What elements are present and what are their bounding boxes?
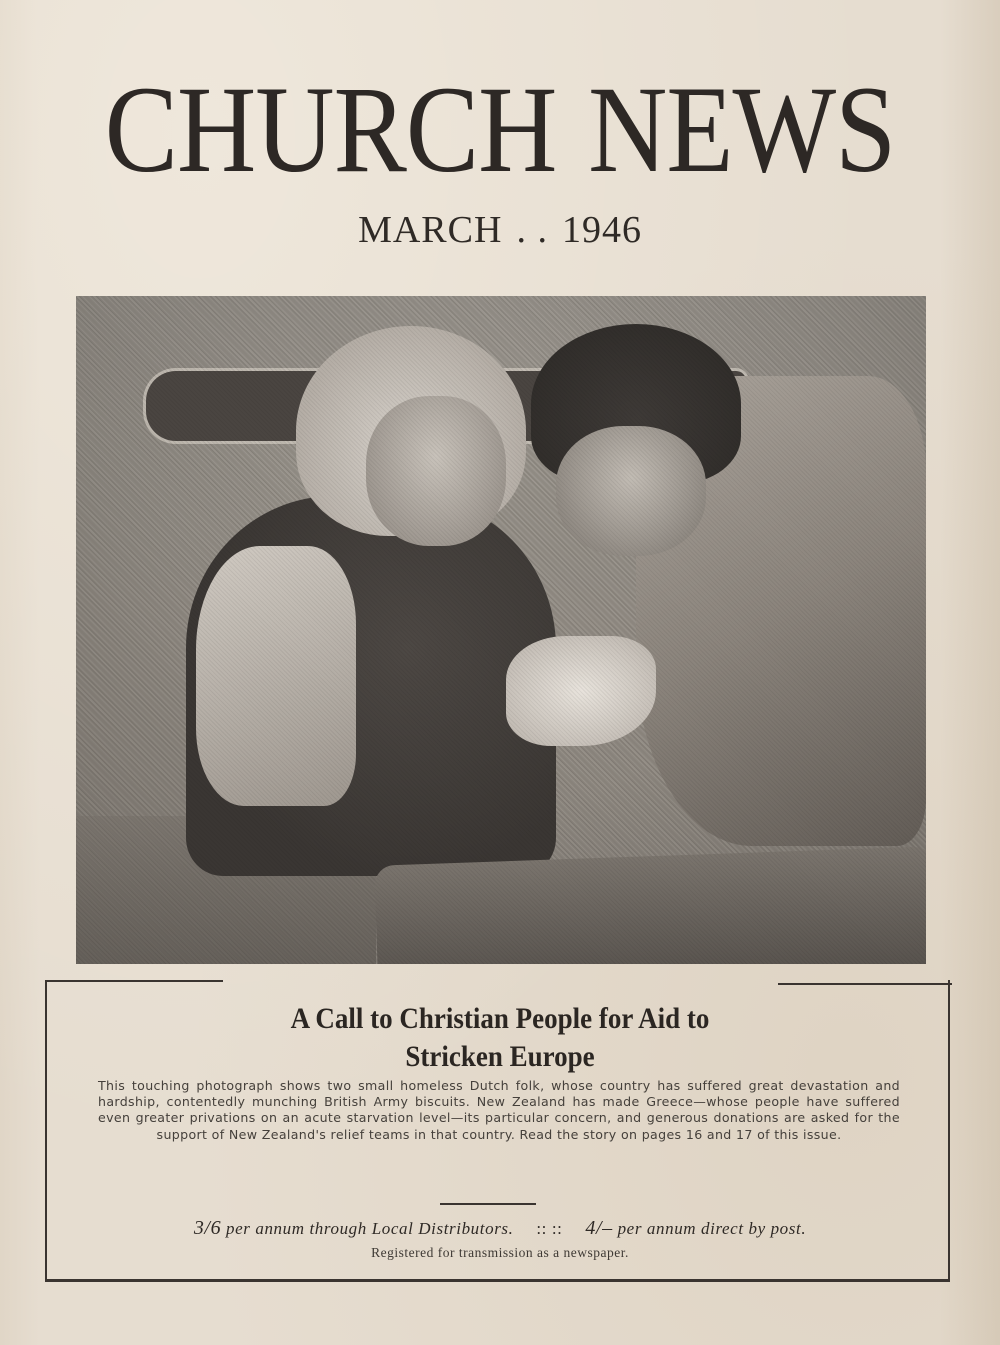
photo-grain <box>76 296 926 964</box>
issue-month: MARCH <box>358 209 503 251</box>
masthead-word-news: NEWS <box>588 60 896 199</box>
masthead-word-church: CHURCH <box>104 60 557 199</box>
local-price-text: per annum through Local Distributors. <box>226 1219 514 1238</box>
masthead-title <box>35 60 965 199</box>
registration-notice: Registered for transmission as a newspaper. <box>371 1245 629 1260</box>
local-price: 3/6 <box>193 1217 222 1239</box>
issue-year: 1946 <box>561 209 642 251</box>
cover-photo <box>76 296 926 964</box>
pricing-separator: :: :: <box>536 1219 563 1238</box>
issue-date <box>0 208 1000 252</box>
caption-headline <box>50 1000 950 1076</box>
post-price: 4/– <box>585 1217 613 1239</box>
subscription-pricing <box>0 1217 1000 1240</box>
caption-divider <box>440 1203 536 1205</box>
caption-body-text: This touching photograph shows two small homeless Dutch folk, whose country has suffered great devastation and hardship, contentedly munching British Army biscuits. New Zealand has made Greece—whose people have suffered even greater privations on an acute starvation level—its particular concern, and generous donations are asked for the support of New Zealand's relief teams in that country. Read the story on pages 16 and 17 of this issue. <box>98 1078 900 1142</box>
caption-headline-line2: Stricken Europe <box>405 1040 595 1073</box>
caption-headline-line1: A Call to Christian People for Aid to <box>290 1002 710 1035</box>
date-separator: . . <box>516 209 548 251</box>
post-price-text: per annum direct by post. <box>617 1219 807 1238</box>
